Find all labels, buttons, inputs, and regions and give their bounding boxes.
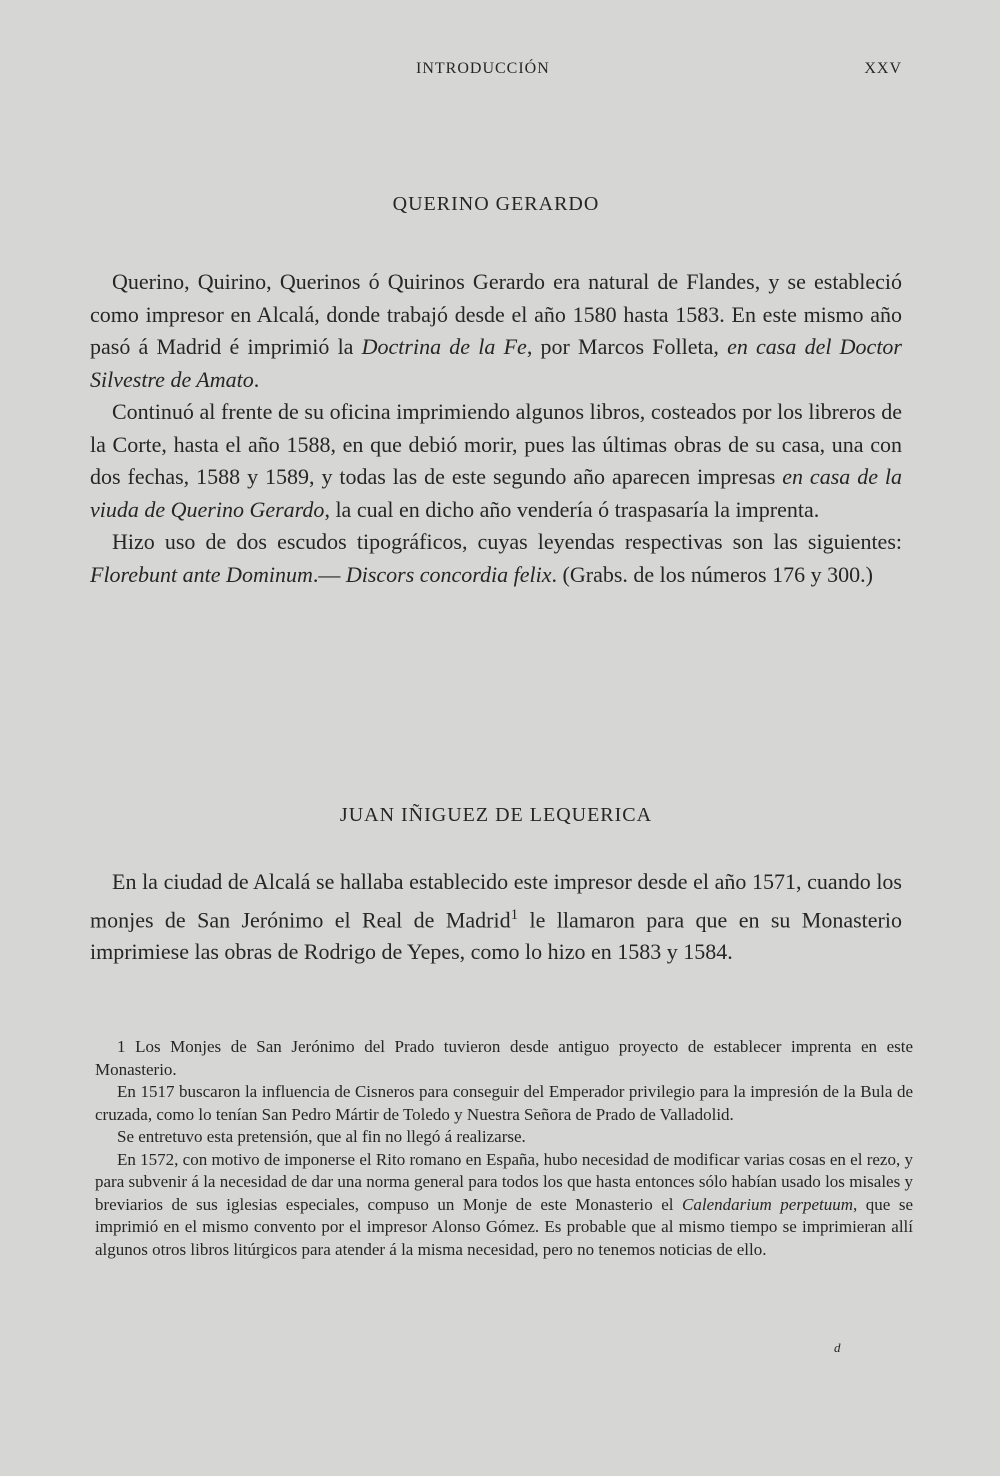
text-run: . bbox=[253, 366, 260, 392]
footnote-paragraph bbox=[95, 1149, 913, 1262]
text-run: Continuó al frente de su oficina imprimiendo algunos libros, costeados por los libreros de la Corte, hasta el año 1588, en que debió morir, pues las últimas obras de su casa, una con dos fechas, 1588 y 1589, y todas las de este segundo año aparecen impresas bbox=[90, 399, 902, 489]
paragraph bbox=[90, 866, 902, 969]
text-run: En 1572, con motivo de imponerse el Rito romano en España, hubo necesidad de modificar varias cosas en el rezo, y para subvenir á la necesidad de dar una norma general para todos los que hasta entonces sólo habían usado los misales y breviarios de sus iglesias especiales, compuso un Monje de este Monasterio el bbox=[95, 1149, 913, 1214]
footnote-paragraph bbox=[95, 1126, 913, 1149]
text-run: le llamaron para que en su Monasterio imprimiese las obras de Rodrigo de Yepes, como lo hizo en 1583 y 1584. bbox=[90, 906, 902, 965]
footnote-ref: 1 bbox=[510, 906, 519, 923]
italic-text: Calendarium perpetuum bbox=[682, 1194, 853, 1214]
section-body-juan-iniguez-de-lequerica bbox=[90, 866, 902, 969]
italic-text: Discors concordia felix bbox=[345, 561, 552, 587]
text-run: , por Marcos Folleta, bbox=[526, 334, 728, 359]
running-title: INTRODUCCIÓN bbox=[416, 60, 550, 77]
page-number: XXV bbox=[864, 60, 902, 77]
italic-text: Doctrina de la Fe bbox=[361, 334, 527, 359]
text-run: Hizo uso de dos escudos tipográficos, cuyas leyendas respectivas son las siguientes: bbox=[112, 529, 902, 554]
signature-mark: d bbox=[834, 1340, 841, 1355]
italic-text: en casa del Doctor Silvestre de Amato bbox=[90, 334, 902, 392]
text-run: En 1517 buscaron la influencia de Cisneros para conseguir del Emperador privilegio para la impresión de la Bula de cruzada, como lo tenían San Pedro Mártir de Toledo y Nuestra Señora de Prado de Valladolid. bbox=[95, 1082, 913, 1124]
section-title-juan-iniguez-de-lequerica: JUAN IÑIGUEZ DE LEQUERICA bbox=[339, 804, 653, 826]
paragraph bbox=[90, 396, 902, 526]
section-title-querino-gerardo: QUERINO GERARDO bbox=[392, 193, 600, 215]
section-body-querino-gerardo bbox=[90, 266, 902, 591]
text-run: . (Grabs. de los números 176 y 300.) bbox=[551, 561, 873, 587]
text-run: 1 Los Monjes de San Jerónimo del Prado tuvieron desde antiguo proyecto de establecer imprenta en este Monasterio. bbox=[95, 1037, 913, 1079]
footnotes bbox=[95, 1036, 913, 1261]
text-run: En la ciudad de Alcalá se hallaba establecido este impresor desde el año 1571, cuando los monjes de San Jerónimo el Real de Madrid bbox=[90, 869, 902, 932]
text-run: Se entretuvo esta pretensión, que al fin no llegó á realizarse. bbox=[117, 1127, 526, 1146]
text-run: .— bbox=[312, 561, 346, 587]
footnote-paragraph bbox=[95, 1081, 913, 1126]
text-run: , la cual en dicho año vendería ó traspasaría la imprenta. bbox=[324, 496, 820, 522]
italic-text: Florebunt ante Dominum bbox=[90, 561, 313, 587]
text-run: , que se imprimió en el mismo convento por el impresor Alonso Gómez. Es probable que al mismo tiempo se imprimieran allí algunos otros libros litúrgicos para atender á la misma necesidad, pero no tenemos noticias de ello. bbox=[95, 1194, 913, 1259]
italic-text: en casa de la viuda de Querino Gerardo bbox=[90, 464, 903, 522]
paragraph bbox=[90, 526, 902, 591]
running-header bbox=[90, 60, 902, 84]
footnote-paragraph bbox=[95, 1036, 913, 1081]
paragraph bbox=[90, 266, 902, 396]
text-run: Querino, Quirino, Querinos ó Quirinos Gerardo era natural de Flandes, y se estableció como impresor en Alcalá, donde trabajó desde el año 1580 hasta 1583. En este mismo año pasó á Madrid é imprimió la bbox=[90, 269, 902, 359]
